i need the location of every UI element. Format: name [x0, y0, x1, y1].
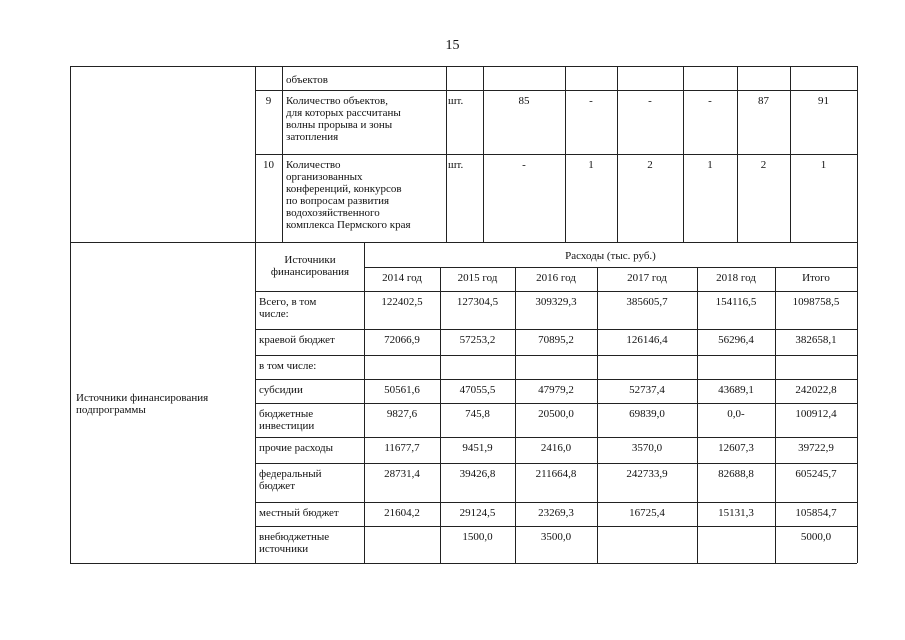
table-rule: [255, 329, 857, 330]
finance-value: 605245,7: [795, 468, 837, 480]
finance-value: 47055,5: [459, 384, 496, 396]
indicator-unit: шт.: [448, 95, 464, 107]
finance-value: 1500,0: [462, 531, 493, 543]
indicator-unit: шт.: [448, 159, 464, 171]
table-rule: [255, 437, 857, 438]
indicator-name: Количество организованных конференций, конкурсов по вопросам развития водохозяйственного комплекса Пермского края: [286, 159, 411, 231]
indicator-value: 1: [820, 159, 827, 171]
table-rule: [255, 526, 857, 527]
finance-value: 3570,0: [631, 442, 663, 454]
finance-value: 43689,1: [718, 384, 754, 396]
indicator-value: 1: [707, 159, 713, 171]
finance-row-label: в том числе:: [259, 360, 317, 372]
finance-value: 127304,5: [456, 296, 499, 308]
finance-value: 0,0-: [727, 408, 745, 420]
finance-value: 16725,4: [629, 507, 665, 519]
table-left-border: [70, 66, 71, 563]
finance-row-label: субсидии: [259, 384, 303, 396]
finance-value: 47979,2: [538, 384, 574, 396]
year-header: 2017 год: [627, 272, 667, 284]
finance-section-label: Источники финансирования подпрограммы: [76, 392, 209, 416]
table-rule: [790, 66, 791, 242]
finance-value: 11677,7: [384, 442, 420, 454]
indicator-name: объектов: [286, 74, 328, 86]
finance-value: 126146,4: [626, 334, 668, 346]
table-rule: [255, 403, 857, 404]
finance-value: 3500,0: [540, 531, 572, 543]
year-header: Итого: [802, 272, 830, 284]
finance-value: 52737,4: [629, 384, 665, 396]
finance-row-label: Всего, в том числе:: [259, 296, 317, 320]
finance-row-label: бюджетные инвестиции: [259, 408, 315, 432]
finance-value: 15131,3: [718, 507, 754, 519]
table-rule: [255, 291, 857, 292]
table-right-border: [857, 66, 858, 563]
finance-value: 382658,1: [795, 334, 837, 346]
finance-value: 28731,4: [384, 468, 420, 480]
finance-value: 242733,9: [626, 468, 668, 480]
table-rule: [282, 66, 283, 242]
finance-value: 745,8: [465, 408, 490, 420]
finance-value: 21604,2: [384, 507, 420, 519]
table-rule: [565, 66, 566, 242]
year-header: 2014 год: [382, 272, 422, 284]
finance-value: 242022,8: [795, 384, 837, 396]
table-rule: [683, 66, 684, 242]
finance-value: 57253,2: [459, 334, 496, 346]
expenses-header: Расходы (тыс. руб.): [565, 250, 656, 262]
finance-value: 12607,3: [718, 442, 754, 454]
finance-value: 5000,0: [800, 531, 832, 543]
table-top-border: [70, 66, 857, 67]
finance-value: 122402,5: [381, 296, 423, 308]
indicator-value: -: [589, 95, 593, 107]
table-rule: [483, 66, 484, 242]
finance-value: 56296,4: [718, 334, 754, 346]
page-number: 15: [445, 38, 460, 53]
finance-value: 82688,8: [718, 468, 754, 480]
year-header: 2016 год: [536, 272, 576, 284]
table-rule: [737, 66, 738, 242]
finance-value: 154116,5: [715, 296, 757, 308]
finance-value: 50561,6: [384, 384, 420, 396]
table-rule: [255, 379, 857, 380]
table-rule: [255, 502, 857, 503]
year-header: 2018 год: [716, 272, 756, 284]
indicator-value: -: [708, 95, 712, 107]
indicator-number: 9: [265, 95, 272, 107]
table-rule: [255, 355, 857, 356]
finance-row-label: краевой бюджет: [259, 334, 335, 346]
table-bottom-border: [70, 563, 857, 564]
year-header: 2015 год: [457, 272, 498, 284]
finance-value: 211664,8: [535, 468, 577, 480]
table-rule: [255, 154, 857, 155]
indicator-value: 2: [647, 159, 653, 171]
indicator-value: -: [522, 159, 526, 171]
finance-row-label: внебюджетные источники: [259, 531, 330, 555]
finance-row-label: местный бюджет: [259, 507, 339, 519]
finance-value: 39722,9: [798, 442, 834, 454]
finance-value: 9451,9: [462, 442, 493, 454]
finance-value: 20500,0: [538, 408, 574, 420]
table-rule: [255, 90, 857, 91]
indicator-name: Количество объектов, для которых рассчитаны волны прорыва и зоны затопления: [286, 95, 401, 143]
indicator-value: 91: [818, 95, 829, 107]
indicator-value: 2: [760, 159, 767, 171]
finance-value: 100912,4: [795, 408, 837, 420]
finance-value: 385605,7: [626, 296, 668, 308]
finance-value: 105854,7: [795, 507, 837, 519]
finance-value: 39426,8: [459, 468, 496, 480]
finance-value: 29124,5: [459, 507, 496, 519]
indicator-value: 85: [518, 95, 530, 107]
table-rule: [364, 267, 857, 268]
finance-row-label: федеральный бюджет: [259, 468, 322, 492]
table-rule: [617, 66, 618, 242]
indicator-number: 10: [263, 159, 274, 171]
finance-value: 1098758,5: [792, 296, 840, 308]
table-rule: [446, 66, 447, 242]
section-divider: [70, 242, 857, 243]
sources-header: Источники финансирования: [270, 254, 350, 278]
finance-row-label: прочие расходы: [259, 442, 334, 454]
indicator-value: -: [648, 95, 652, 107]
finance-value: 9827,6: [386, 408, 418, 420]
finance-value: 2416,0: [540, 442, 572, 454]
finance-value: 69839,0: [629, 408, 665, 420]
indicator-value: 87: [758, 95, 769, 107]
finance-value: 309329,3: [535, 296, 577, 308]
finance-value: 23269,3: [538, 507, 574, 519]
indicator-value: 1: [588, 159, 594, 171]
finance-value: 70895,2: [538, 334, 574, 346]
finance-value: 72066,9: [384, 334, 420, 346]
table-rule: [255, 463, 857, 464]
table-rule: [255, 66, 256, 242]
